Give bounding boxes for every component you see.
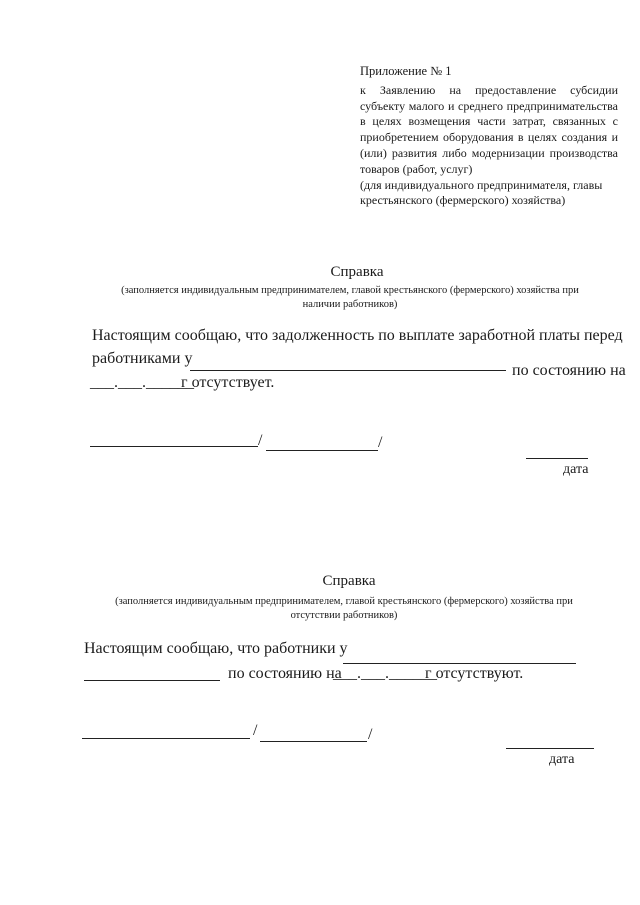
- signature-field[interactable]: [82, 738, 250, 739]
- appendix-block: [360, 64, 618, 209]
- signature-separator: /: [368, 726, 373, 743]
- appendix-line: (или) развития либо модернизации производства: [360, 145, 618, 160]
- form1-date-label: дата: [563, 462, 589, 477]
- appendix-line: крестьянского (фермерского) хозяйства): [360, 193, 566, 208]
- form1-line1: Настоящим сообщаю, что задолженность по выплате заработной платы перед: [92, 327, 623, 344]
- entrepreneur-name-field[interactable]: [190, 370, 506, 371]
- form2-title: Справка: [322, 573, 376, 589]
- appendix-line: товаров (работ, услуг): [360, 161, 473, 176]
- date-field[interactable]: ___.___.______: [90, 374, 194, 391]
- appendix-line: субъекту малого и среднего предпринимательства: [360, 98, 618, 113]
- date-signed-field[interactable]: [506, 748, 594, 749]
- signature-decryption-field[interactable]: [266, 450, 378, 451]
- form2-subtitle-line1: (заполняется индивидуальным предпринимателем, главой крестьянского (фермерского) хозяйства при: [115, 596, 573, 607]
- form1-line2-start: работниками у: [92, 350, 193, 367]
- entrepreneur-name-continuation-field[interactable]: [84, 680, 220, 681]
- form2-subtitle-line2: отсутствии работников): [290, 610, 398, 621]
- appendix-line: приобретением оборудования в целях создания и: [360, 130, 618, 145]
- appendix-line: к Заявлению на предоставление субсидии: [360, 82, 618, 97]
- entrepreneur-name-field[interactable]: [343, 663, 576, 664]
- form2-line2-mid: по состоянию на: [228, 665, 342, 682]
- signature-separator: /: [253, 722, 258, 739]
- signature-field[interactable]: [90, 446, 258, 447]
- form2-date-label: дата: [549, 752, 575, 767]
- form2-line2-end: г отсутствуют.: [425, 665, 524, 682]
- form2-line1-start: Настоящим сообщаю, что работники у: [84, 640, 348, 657]
- form1-subtitle-line2: наличии работников): [302, 299, 398, 310]
- form1-line2-end: по состоянию на: [512, 362, 626, 379]
- form1-line3-end: г отсутствует.: [181, 374, 275, 391]
- date-field[interactable]: ___.___.______: [333, 665, 437, 682]
- appendix-title: Приложение № 1: [360, 64, 452, 78]
- signature-separator: /: [258, 432, 263, 449]
- date-signed-field[interactable]: [526, 458, 588, 459]
- form1-subtitle-line1: (заполняется индивидуальным предпринимателем, главой крестьянского (фермерского) хозяйства при: [121, 285, 579, 296]
- appendix-line: в целях возмещения части затрат, связанных с: [360, 114, 618, 129]
- signature-decryption-field[interactable]: [260, 741, 367, 742]
- signature-separator: /: [378, 434, 383, 451]
- form1-title: Справка: [330, 264, 384, 280]
- appendix-line: (для индивидуального предпринимателя, главы: [360, 177, 603, 192]
